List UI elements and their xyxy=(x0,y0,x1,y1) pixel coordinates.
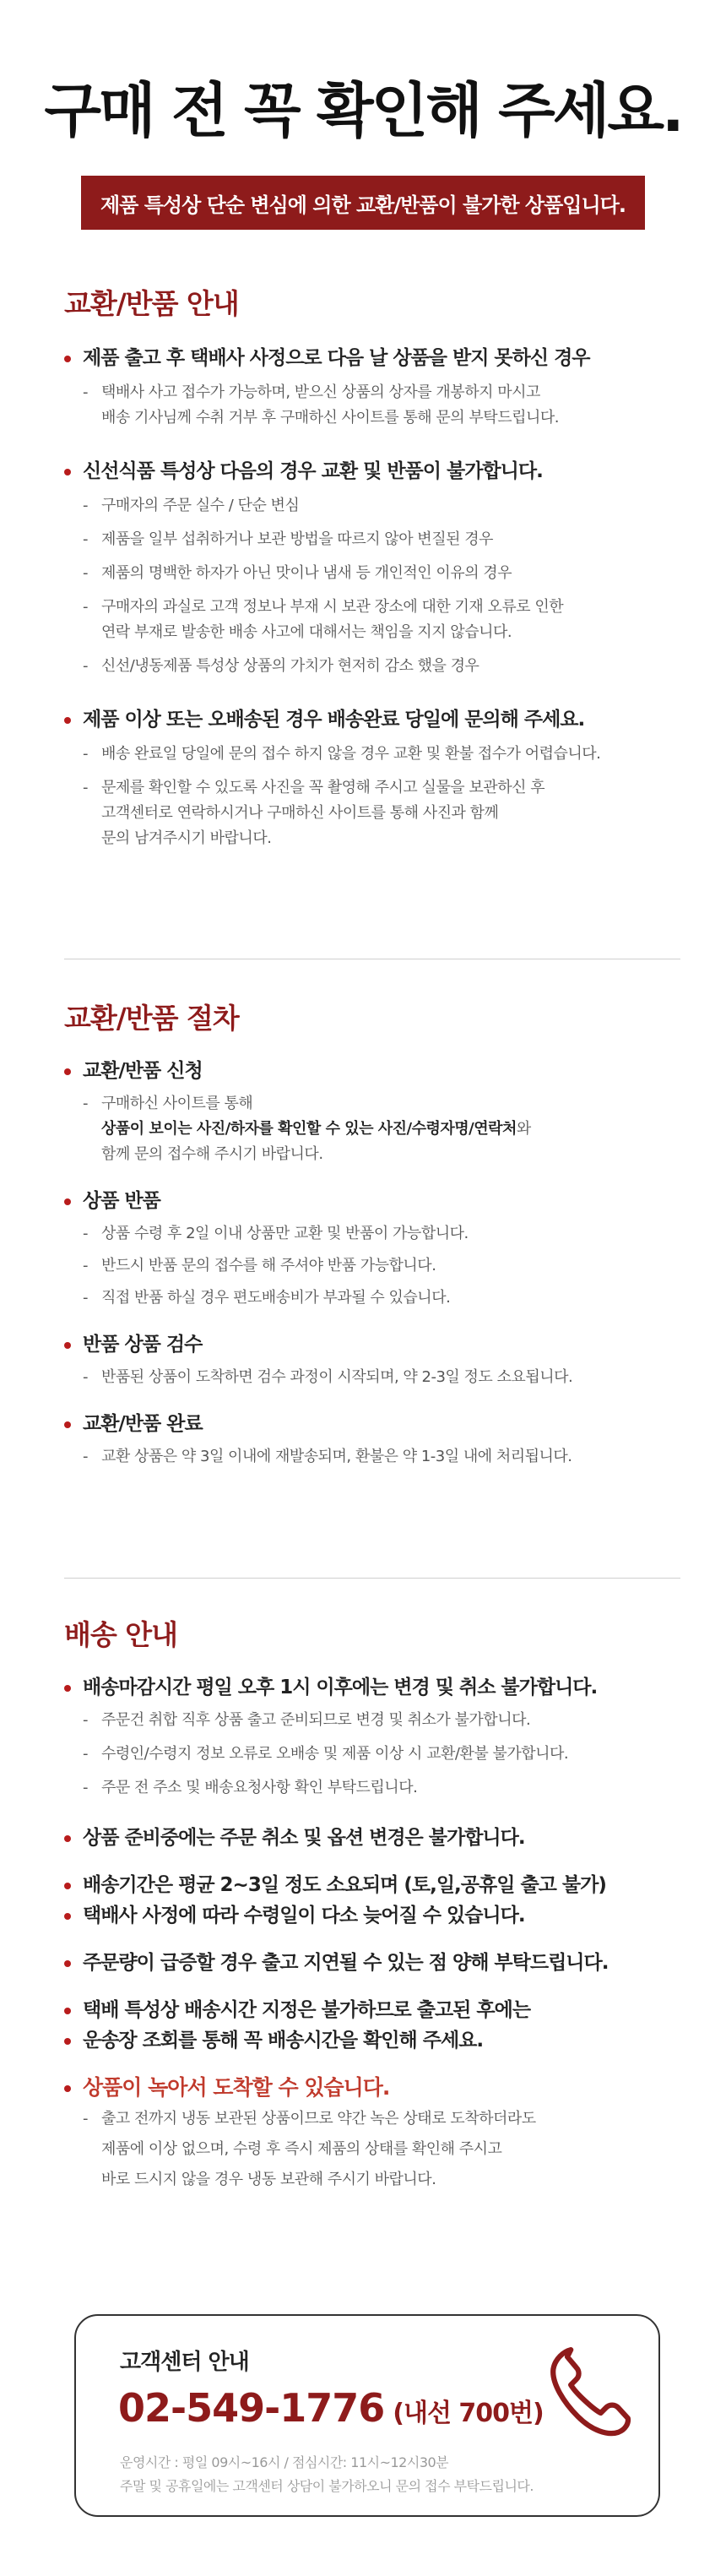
detail-line: - 제품의 명백한 하자가 아닌 맛이나 냄새 등 개인적인 이유의 경우 xyxy=(64,561,680,586)
holiday-note: 주말 및 공휴일에는 고객센터 상담이 불가하오니 문의 접수 부탁드립니다. xyxy=(120,2478,534,2494)
required-info-text: 상품이 보이는 사진/하자를 확인할 수 있는 사진/수령자명/연락처 xyxy=(101,1120,517,1138)
shipping-item xyxy=(64,1870,680,1931)
phone-icon xyxy=(544,2341,632,2441)
procedure-step xyxy=(64,1329,680,1390)
shipping-item xyxy=(64,1995,680,2056)
procedure-section xyxy=(64,1002,680,1470)
shipping-item xyxy=(64,1823,680,1853)
item-heading: 신선식품 특성상 다음의 경우 교환 및 반품이 불가합니다. xyxy=(64,456,680,486)
item-heading: 배송기간은 평균 2~3일 정도 소요되며 (토,일,공휴일 출고 불가) xyxy=(64,1870,680,1900)
item-heading-cont-text: 택배사 사정에 따라 수령일이 다소 늦어질 수 있습니다. xyxy=(83,1905,525,1927)
exchange-info-item xyxy=(64,456,680,679)
shipping-item xyxy=(64,2073,680,2193)
phone-number[interactable] xyxy=(118,2385,544,2431)
detail-line: - 수령인/수령지 정보 오류로 오배송 및 제품 이상 시 교환/환불 불가합니다. xyxy=(64,1742,680,1767)
procedure-step xyxy=(64,1186,680,1311)
section-title: 교환/반품 안내 xyxy=(64,287,239,320)
detail-line: 고객센터로 연락하시거나 구매하신 사이트를 통해 사진과 함께 xyxy=(101,804,499,822)
detail-line: - 반드시 반품 문의 접수를 해 주셔야 반품 가능합니다. xyxy=(64,1253,680,1279)
step-heading: 상품 반품 xyxy=(64,1186,680,1216)
item-heading: 주문량이 급증할 경우 출고 지연될 수 있는 점 양해 부탁드립니다. xyxy=(64,1948,680,1978)
exchange-info-section xyxy=(64,287,680,851)
detail-line: 함께 문의 접수해 주시기 바랍니다. xyxy=(101,1145,323,1163)
item-heading: 택배 특성상 배송시간 지정은 불가하므로 출고된 후에는 xyxy=(64,1995,680,2025)
detail-line: - 주문 전 주소 및 배송요청사항 확인 부탁드립니다. xyxy=(64,1775,680,1801)
exchange-info-item xyxy=(64,704,680,851)
melting-warning: 상품이 녹아서 도착할 수 있습니다. xyxy=(64,2073,680,2103)
item-heading: 제품 출고 후 택배사 사정으로 다음 날 상품을 받지 못하신 경우 xyxy=(64,343,680,373)
exchange-info-item xyxy=(64,343,680,431)
hours-text: 운영시간 : 평일 09시~16시 / 점심시간: 11시~12시30분 xyxy=(120,2454,449,2470)
section-title: 배송 안내 xyxy=(64,1618,178,1651)
notice-banner: 제품 특성상 단순 변심에 의한 교환/반품이 불가한 상품입니다. xyxy=(81,176,645,230)
detail-line: 제품에 이상 없으며, 수령 후 즉시 제품의 상태를 확인해 주시고 xyxy=(101,2140,502,2158)
phone-number-text: 02-549-1776 xyxy=(118,2385,385,2431)
item-heading-cont xyxy=(64,1900,680,1931)
detail-line: 연락 부재로 발송한 배송 사고에 대해서는 책임을 지지 않습니다. xyxy=(101,623,512,641)
customer-center-box xyxy=(74,2314,660,2517)
procedure-step xyxy=(64,1409,680,1470)
detail-line: 문의 남겨주시기 바랍니다. xyxy=(101,829,272,847)
item-heading: 상품 준비중에는 주문 취소 및 옵션 변경은 불가합니다. xyxy=(64,1823,680,1853)
detail-line: - 택배사 사고 접수가 가능하며, 받으신 상품의 상자를 개봉하지 마시고 xyxy=(64,380,680,405)
detail-line: - 구매자의 과실로 고객 정보나 부재 시 보관 장소에 대한 기재 오류로 인한 xyxy=(64,595,680,620)
detail-line: 바로 드시지 않을 경우 냉동 보관해 주시기 바랍니다. xyxy=(101,2171,436,2188)
detail-line: - 상품 수령 후 2일 이내 상품만 교환 및 반품이 가능합니다. xyxy=(64,1221,680,1247)
detail-line: - 제품을 일부 섭취하거나 보관 방법을 따르지 않아 변질된 경우 xyxy=(64,527,680,552)
detail-tail: 와 xyxy=(516,1120,531,1138)
operating-hours xyxy=(120,2451,534,2498)
detail-line: - 주문건 취합 직후 상품 출고 준비되므로 변경 및 취소가 불가합니다. xyxy=(64,1708,680,1733)
detail-line: - 반품된 상품이 도착하면 검수 과정이 시작되며, 약 2-3일 정도 소요됩니다. xyxy=(64,1365,680,1390)
detail-line: - 문제를 확인할 수 있도록 사진을 꼭 촬영해 주시고 실물을 보관하신 후 xyxy=(64,775,680,801)
phone-extension: (내선 700번) xyxy=(393,2399,544,2428)
shipping-section xyxy=(64,1618,680,2193)
item-heading: 배송마감시간 평일 오후 1시 이후에는 변경 및 취소 불가합니다. xyxy=(64,1672,680,1703)
detail-line: - 출고 전까지 냉동 보관된 상품이므로 약간 녹은 상태로 도착하더라도 xyxy=(64,2106,680,2132)
detail-line: 배송 기사님께 수취 거부 후 구매하신 사이트를 통해 문의 부탁드립니다. xyxy=(101,409,559,427)
contact-title: 고객센터 안내 xyxy=(120,2350,249,2375)
detail-line: - 교환 상품은 약 3일 이내에 재발송되며, 환불은 약 1-3일 내에 처리됩니다. xyxy=(64,1444,680,1470)
step-heading: 반품 상품 검수 xyxy=(64,1329,680,1360)
detail-line: - 신선/냉동제품 특성상 상품의 가치가 현저히 감소 했을 경우 xyxy=(64,654,680,679)
detail-line: - 구매하신 사이트를 통해 xyxy=(64,1091,680,1117)
divider xyxy=(64,1578,680,1579)
detail-line xyxy=(64,1117,680,1142)
shipping-item xyxy=(64,1672,680,1801)
item-heading: 제품 이상 또는 오배송된 경우 배송완료 당일에 문의해 주세요. xyxy=(64,704,680,735)
detail-line: - 구매자의 주문 실수 / 단순 변심 xyxy=(64,493,680,519)
shipping-item xyxy=(64,1948,680,1978)
item-heading-cont xyxy=(64,2025,680,2056)
detail-line: - 직접 반품 하실 경우 편도배송비가 부과될 수 있습니다. xyxy=(64,1285,680,1311)
detail-line: - 배송 완료일 당일에 문의 접수 하지 않을 경우 교환 및 환불 접수가 어렵습니다. xyxy=(64,742,680,767)
item-heading-cont-text: 운송장 조회를 통해 꼭 배송시간을 확인해 주세요. xyxy=(83,2030,484,2052)
procedure-step xyxy=(64,1056,680,1167)
step-heading: 교환/반품 신청 xyxy=(64,1056,680,1086)
page-title: 구매 전 꼭 확인해 주세요. xyxy=(44,76,682,145)
section-title: 교환/반품 절차 xyxy=(64,1002,239,1035)
step-heading: 교환/반품 완료 xyxy=(64,1409,680,1439)
